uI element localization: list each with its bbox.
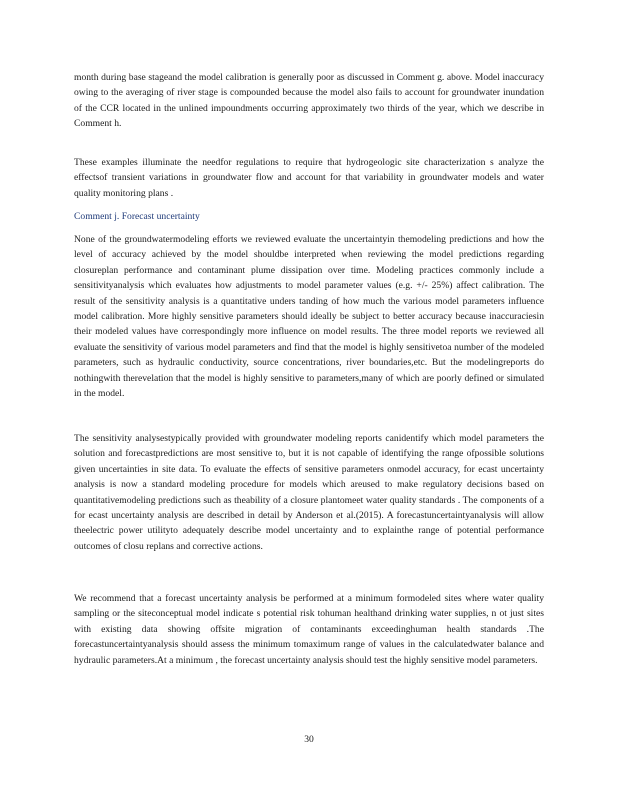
paragraph-examples: These examples illuminate the needfor regulations to require that hydrogeologic site characterization s analyze the effectsof transient variations in groundwater flow and account for that variability in groundwater models and water quality monitoring plans .	[74, 157, 544, 199]
page-number: 30	[304, 734, 314, 745]
paragraph-sensitivity: The sensitivity analysestypically provided with groundwater modeling reports canidentify which model parameters the solution and forecastpredictions are most sensitive to, but it is not capable of identifying the range ofpossible solutions given uncertainties in site data. To evaluate the effects of sensitive parameters onmodel accuracy, for ecast uncertainty analysis is now a standard modeling procedure for models which areused to make regulatory decisions based on quantitativemodeling predictions such as theability of a closure plantomeet water quality standards . The components of a for ecast uncertainty analysis are described in detail by Anderson et al.(2015). A forecastuncertaintyanalysis will allow theelectric power utilityto adequately describe model uncertainty and to explainthe range of potential performance outcomes of closu replans and corrective actions.	[74, 433, 544, 552]
paragraph-uncertainty: None of the groundwatermodeling efforts we reviewed evaluate the uncertaintyin themodeling predictions and how the level of accuracy achieved by the model shouldbe interpreted when reviewing the model predictions regarding closureplan performance and contaminant plume dissipation over time. Modeling practices commonly include a sensitivityanalysis which evaluates how adjustments to model parameter values (e.g. +/- 25%) affect calibration. The result of the sensitivity analysis is a quantitative unders tanding of how much the various model parameters influence model calibration. More highly sensitive parameters should ideally be subject to better accuracy because inaccuraciesin their modeled values have correspondingly more influence on model results. The three model reports we reviewed all evaluate the sensitivity of various model parameters and find that the model is highly sensitivetoa number of the modeled parameters, such as hydraulic conductivity, source concentrations, river boundaries,etc. But the modelingreports do nothingwith therevelation that the model is highly sensitive to parameters,many of which are poorly defined or simulated in the model.	[74, 234, 544, 400]
paragraph-recommendation: We recommend that a forecast uncertainty analysis be performed at a minimum formodeled sites where water quality sampling or the siteconceptual model indicate s potential risk tohuman healthand drinking water supplies, n ot just sites with existing data showing offsite migration of contaminants exceedinghuman health standards .The forecastuncertaintyanalysis should assess the minimum tomaximum range of values in the calculatedwater balance and hydraulic parameters.At a minimum , the forecast uncertainty analysis should test the highly sensitive model parameters.	[74, 593, 544, 666]
section-heading: Comment j. Forecast uncertainty	[74, 211, 200, 222]
paragraph-calibration: month during base stageand the model calibration is generally poor as discussed in Comment g. above. Model inaccuracy owing to the averaging of river stage is compounded because the model also fails to account for groundwater inundation of the CCR located in the unlined impoundments occurring approximately two thirds of the year, which we describe in Comment h.	[74, 72, 544, 130]
